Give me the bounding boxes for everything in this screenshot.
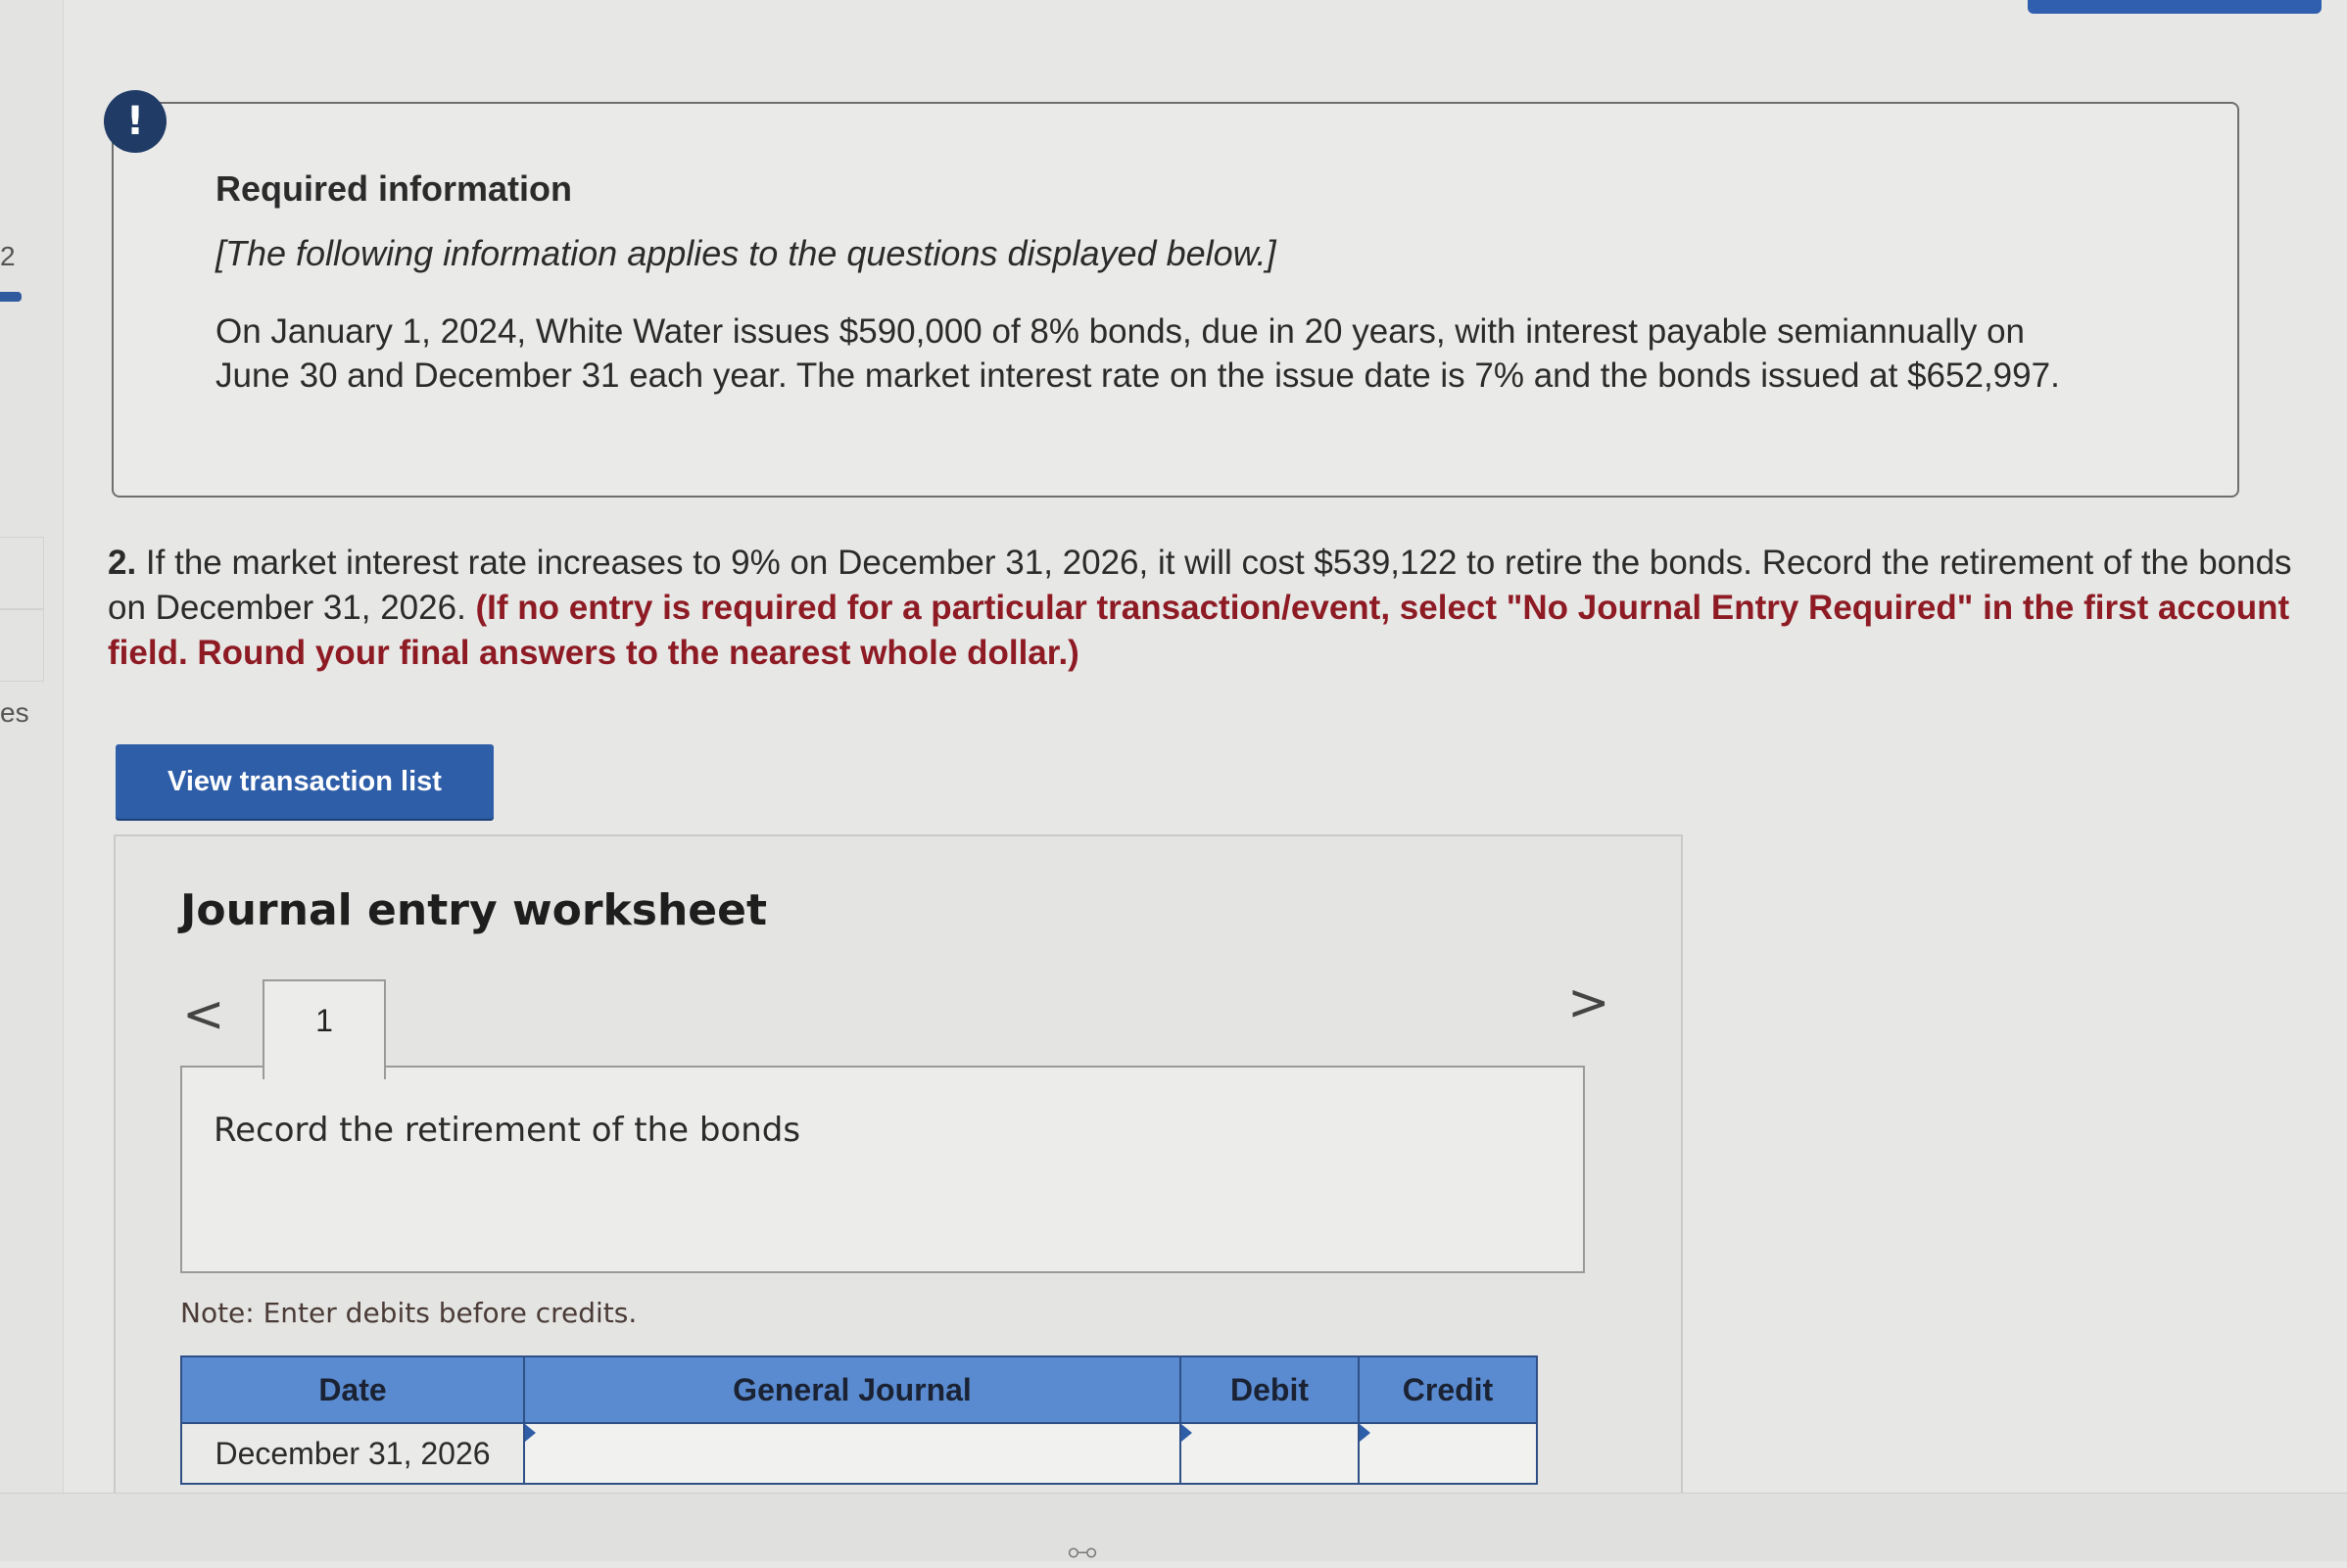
column-header-credit: Credit	[1359, 1356, 1537, 1423]
credit-input[interactable]	[1359, 1423, 1537, 1484]
column-header-debit: Debit	[1180, 1356, 1359, 1423]
question-prompt	[108, 541, 2292, 676]
bottom-toolbar	[0, 1493, 2347, 1561]
tab-entry-1[interactable]	[263, 979, 386, 1079]
column-header-general-journal: General Journal	[524, 1356, 1180, 1423]
table-row	[181, 1423, 1537, 1484]
left-edge-box	[0, 537, 44, 609]
task-description-box	[180, 1066, 1585, 1273]
left-edge-indicator	[0, 292, 22, 302]
worksheet-title: Journal entry worksheet	[180, 885, 768, 935]
chevron-left-icon[interactable]: <	[182, 985, 225, 1044]
required-info-subtitle: [The following information applies to the questions displayed below.]	[216, 233, 1276, 273]
required-information-box	[112, 102, 2239, 498]
required-info-body: On January 1, 2024, White Water issues $590,000 of 8% bonds, due in 20 years, with interest payable semiannually on June 30 and December 31 each year. The market interest rate on the issue date is 7% and the bonds issued at $652,997.	[216, 312, 2060, 395]
question-instruction: (If no entry is required for a particular transaction/event, select "No Journal Entry Required" in the first account field. Round your final answers to the nearest whole dollar.)	[108, 589, 2290, 672]
general-journal-account-input[interactable]	[524, 1423, 1180, 1484]
debit-input[interactable]	[1180, 1423, 1359, 1484]
left-edge-fragment-bottom: es	[0, 697, 29, 728]
link-icon[interactable]: ⧟	[1068, 1534, 1097, 1568]
question-text: If the market interest rate increases to 9% on December 31, 2026, it will cost $539,122 to retire the bonds. Record the retirement of the bonds on December 31, 2026.	[108, 544, 2292, 627]
top-action-button-edge[interactable]	[2028, 0, 2322, 14]
left-panel-edge	[0, 0, 64, 1560]
question-number: 2.	[108, 544, 137, 582]
column-header-date: Date	[181, 1356, 524, 1423]
left-edge-fragment-top: 2	[0, 241, 16, 271]
task-description: Record the retirement of the bonds	[214, 1111, 801, 1150]
alert-icon: !	[104, 90, 167, 153]
chevron-right-icon[interactable]: >	[1567, 974, 1610, 1032]
tab-label: 1	[315, 1003, 333, 1038]
entry-note: Note: Enter debits before credits.	[180, 1297, 638, 1329]
date-cell: December 31, 2026	[181, 1423, 524, 1484]
view-transaction-list-button[interactable]: View transaction list	[116, 744, 494, 819]
journal-table	[180, 1355, 1538, 1485]
journal-header-row	[181, 1356, 1537, 1423]
required-info-title: Required information	[216, 168, 573, 209]
left-edge-box	[0, 609, 44, 682]
